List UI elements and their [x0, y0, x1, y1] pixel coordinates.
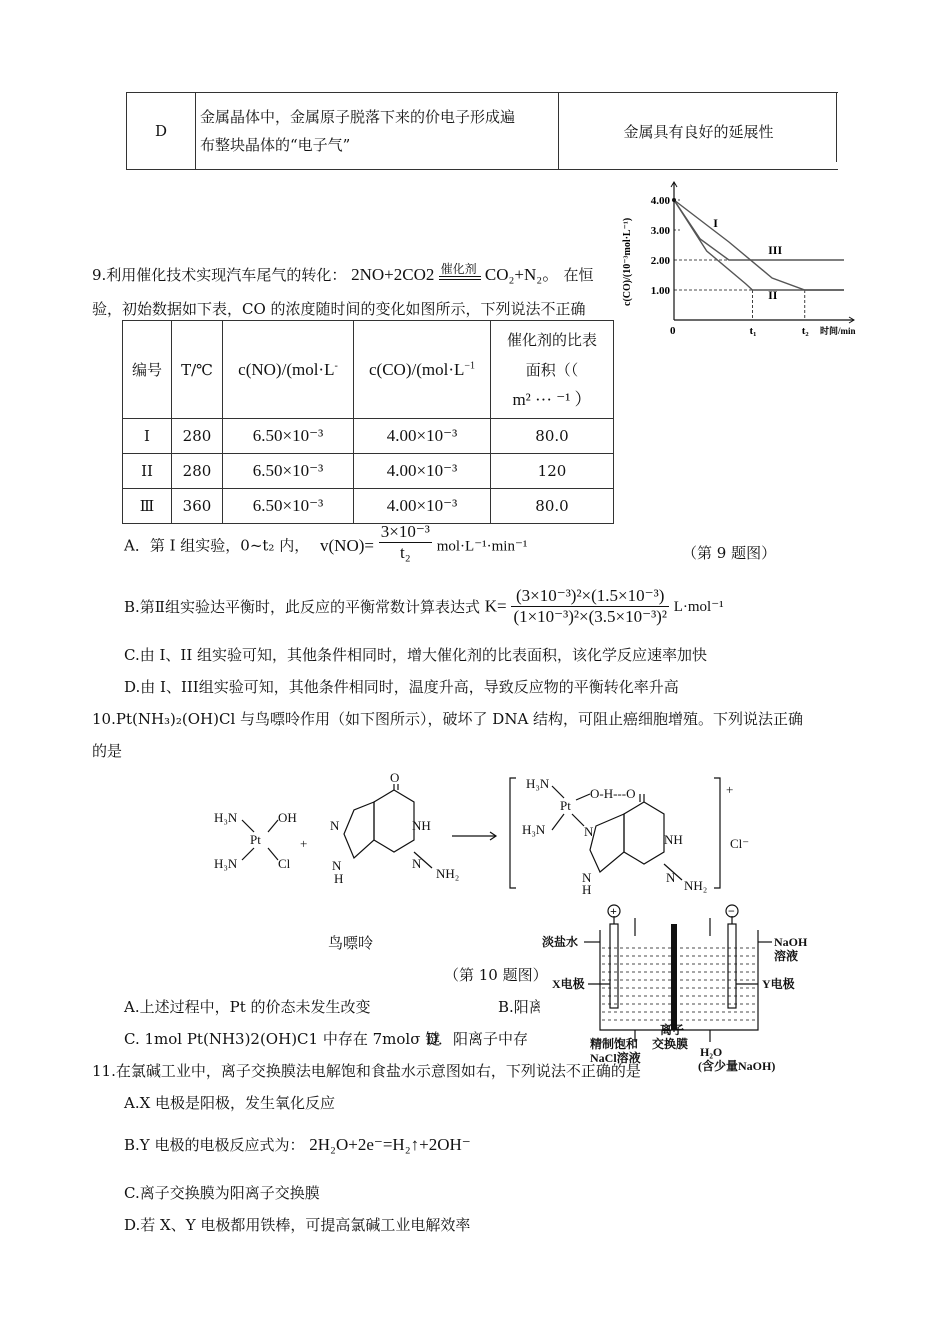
- q9-option-b: [124, 586, 724, 627]
- q9-stem-part2: 在恒: [563, 266, 594, 284]
- table-row: [123, 489, 614, 524]
- q9-stem-part1: 9.利用催化技术实现汽车尾气的转化：: [92, 266, 347, 284]
- x-tick-label: 0: [670, 325, 676, 337]
- q9-figure-caption: （第 9 题图）: [682, 544, 777, 562]
- cell-right-out-1: NaOH: [774, 935, 808, 949]
- cell-plus: +: [610, 904, 617, 918]
- cell-left-out: 淡盐水: [542, 935, 579, 949]
- mol-plus: +: [300, 836, 308, 851]
- cell-in-right-1: H₂O: [700, 1045, 723, 1059]
- q9-option-a-num: 3×10⁻³: [380, 522, 430, 541]
- q8-row-conclusion: 金属具有良好的延展性: [559, 93, 839, 170]
- x-axis-label: 时间/min: [820, 326, 856, 336]
- q10-stem-line1: 10.Pt(NH₃)₂(OH)Cl 与鸟嘌呤作用（如下图所示），破坏了 DNA 结构，可阻止癌细胞增殖。下列说法正确: [92, 710, 804, 728]
- q9-cell-co: 4.00×10⁻³: [354, 454, 491, 489]
- q9-option-c: C.由 I、II 组实验可知，其他条件相同时，增大催化剂的比表面积，该化学反应速率加快: [124, 646, 708, 664]
- x-tick-label: t₂: [801, 325, 809, 337]
- guanine-label: 鸟嘌呤: [328, 934, 374, 952]
- q9-option-b-num: (3×10⁻³)²×(1.5×10⁻³): [511, 586, 669, 607]
- q9-equation-left: 2NO+2CO2: [351, 265, 435, 284]
- series-label: III: [768, 243, 783, 257]
- q9-table: [122, 320, 614, 524]
- mol-nh: NH: [412, 818, 431, 833]
- q9-th-area-line1: 催化剂的比表: [506, 330, 597, 349]
- q11-option-b-formula: 2H₂O+2e⁻=H₂↑+2OH⁻: [309, 1135, 471, 1154]
- q10-option-d: D．阳离子中存: [426, 1030, 529, 1048]
- q8-fact-line1: 金属晶体中，金属原子脱落下来的价电子形成遍: [200, 108, 516, 126]
- mol-n2-p: N: [666, 870, 676, 885]
- mol-nh2-p: NH₂: [684, 878, 708, 893]
- q11-option-c: C.离子交换膜为阳离子交换膜: [124, 1184, 320, 1202]
- q11-option-b: [124, 1134, 471, 1155]
- q9-option-a-unit: mol·L⁻¹·min⁻¹: [436, 538, 528, 555]
- mol-n3-p: N: [582, 870, 592, 885]
- q9-cell-co: 4.00×10⁻³: [354, 489, 491, 524]
- q8-row-fact: [196, 93, 559, 170]
- q9-option-b-den: (1×10⁻³)²×(3.5×10⁻³)²: [513, 607, 667, 626]
- q11-stem: 11.在氯碱工业中，离子交换膜法电解饱和食盐水示意图如右，下列说法不正确的是: [92, 1062, 641, 1080]
- q10-stem-line2: 的是: [92, 742, 123, 760]
- q9-th-co: $c(CO)/(mol\cdot L^{-1}$: [354, 321, 491, 419]
- q9-th-area: [491, 321, 614, 419]
- cell-in-right-2: (含少量NaOH): [698, 1059, 776, 1073]
- y-tick-label: 1.00: [650, 285, 670, 297]
- cell-right-out-2: 溶液: [774, 949, 799, 963]
- q9-stem: [92, 260, 593, 285]
- mol-oh: OH: [278, 810, 297, 825]
- series-label: II: [768, 288, 778, 302]
- q9-th-co-text: c(CO)/(mol·L: [369, 359, 465, 379]
- q9-th-no-text: c(NO)/(mol·L: [238, 359, 335, 379]
- q9-cell-no: 6.50×10⁻³: [223, 489, 354, 524]
- cell-in-left-1: 精制饱和: [590, 1037, 639, 1051]
- q9-cell-area: 80.0: [491, 419, 614, 454]
- mol-n2: N: [412, 856, 422, 871]
- mol-cl-minus: Cl⁻: [730, 836, 750, 851]
- q9-th-no: c(NO)/(mol·L-: [223, 321, 354, 419]
- y-tick-label: 4.00: [650, 195, 670, 207]
- q9-th-area-line3: m² ··· ⁻¹ ）: [512, 389, 592, 409]
- q9-option-d: D.由 I、III组实验可知，其他条件相同时，温度升高，导致反应物的平衡转化率升高: [124, 678, 679, 696]
- q9-th-id: 编号: [123, 321, 172, 419]
- series-line-III: [674, 200, 844, 260]
- mol-pt: Pt: [250, 832, 261, 847]
- q10-option-a: A.上述过程中，Pt 的价态未发生改变: [124, 998, 371, 1016]
- electrolysis-cell-diagram: [540, 902, 812, 1074]
- q8-table: [126, 92, 838, 170]
- cell-y-electrode: Y电极: [762, 977, 795, 991]
- mol-h: H: [334, 871, 344, 886]
- q9-option-a: [124, 522, 528, 563]
- mol-n-p: N: [584, 824, 594, 839]
- q10-option-b: B.阳离: [498, 998, 544, 1016]
- cell-in-left-2: NaCl溶液: [590, 1051, 641, 1065]
- q9-option-b-text: B.第Ⅱ组实验达平衡时，此反应的平衡常数计算表达式: [124, 598, 480, 616]
- series-line-II: [674, 200, 844, 290]
- q9-option-a-text: A．第 I 组实验，0~t₂ 内，: [124, 536, 310, 555]
- q9-th-area-line2: 面积（（: [525, 360, 579, 379]
- cell-membrane-1: 离子: [660, 1023, 685, 1037]
- q11-option-b-text: B.Y 电极的电极反应式为：: [124, 1136, 305, 1154]
- cell-membrane-2: 交换膜: [652, 1037, 689, 1051]
- mol-cl: Cl: [278, 856, 291, 871]
- start-point: [672, 198, 676, 202]
- q9-cell-temp: 280: [172, 454, 223, 489]
- series-label: I: [713, 216, 718, 230]
- q9-catalyst: 催化剂: [440, 262, 477, 276]
- q8-row-label: D: [127, 93, 196, 170]
- series-line-I: [674, 200, 844, 290]
- mol-h3n-bottom: H₃N: [214, 856, 238, 871]
- mol-h3n-top: H₃N: [214, 810, 238, 825]
- q11-option-a: A.X 电极是阳极，发生氧化反应: [124, 1094, 336, 1112]
- q9-option-a-den: t₂: [400, 543, 411, 562]
- q9-chart: [612, 186, 882, 342]
- q9-stem-line2: 验，初始数据如下表，CO 的浓度随时间的变化如图所示，下列说法不正确: [92, 300, 586, 318]
- q11-option-d: D.若 X、Y 电极都用铁棒，可提高氯碱工业电解效率: [124, 1216, 471, 1234]
- x-tick-label: t₁: [749, 325, 757, 337]
- mol-h-p: H: [582, 882, 592, 897]
- y-tick-label: 3.00: [650, 225, 670, 237]
- q9-cell-id: II: [123, 454, 172, 489]
- q9-cell-no: 6.50×10⁻³: [223, 419, 354, 454]
- q9-th-temp: T/℃: [172, 321, 223, 419]
- q9-option-b-lhs: K=: [484, 596, 507, 616]
- mol-pt-p: Pt: [560, 798, 571, 813]
- y-tick-label: 2.00: [650, 255, 670, 267]
- q9-option-b-unit: L·mol⁻¹: [673, 599, 724, 615]
- q10-reaction-diagram: [204, 770, 749, 898]
- q9-cell-no: 6.50×10⁻³: [223, 454, 354, 489]
- q9-cell-temp: 280: [172, 419, 223, 454]
- mol-o: O: [390, 770, 400, 785]
- mol-h3n-p2: H₃N: [522, 822, 546, 837]
- q9-equation-right: CO₂+N₂。: [484, 265, 560, 284]
- cell-x-electrode: X电极: [552, 977, 585, 991]
- mol-n: N: [330, 818, 340, 833]
- mol-n3: N: [332, 858, 342, 873]
- mol-ohoh: O-H---O: [590, 786, 636, 801]
- q10-option-c: C. 1mol Pt(NH3)2(OH)C1 中存在 7molσ 键: [124, 1030, 441, 1048]
- q9-cell-area: 80.0: [491, 489, 614, 524]
- mol-charge: +: [726, 782, 734, 797]
- q8-fact-line2: 布整块晶体的“电子气”: [200, 136, 351, 154]
- mol-nh2: NH₂: [436, 866, 460, 881]
- q9-option-a-lhs: v(NO)=: [320, 535, 374, 555]
- q9-cell-area: 120: [491, 454, 614, 489]
- q9-cell-id: I: [123, 419, 172, 454]
- mol-h3n-p1: H₃N: [526, 776, 550, 791]
- mol-nh-p: NH: [664, 832, 683, 847]
- q9-cell-temp: 360: [172, 489, 223, 524]
- q10-figure-caption: （第 10 题图）: [444, 966, 548, 984]
- table-row: [123, 454, 614, 489]
- y-axis-label: c(CO)/(10⁻³mol·L⁻¹): [622, 217, 633, 306]
- q9-cell-id: Ⅲ: [123, 489, 172, 524]
- q9-cell-co: 4.00×10⁻³: [354, 419, 491, 454]
- cell-minus: −: [728, 904, 735, 918]
- table-row: [123, 419, 614, 454]
